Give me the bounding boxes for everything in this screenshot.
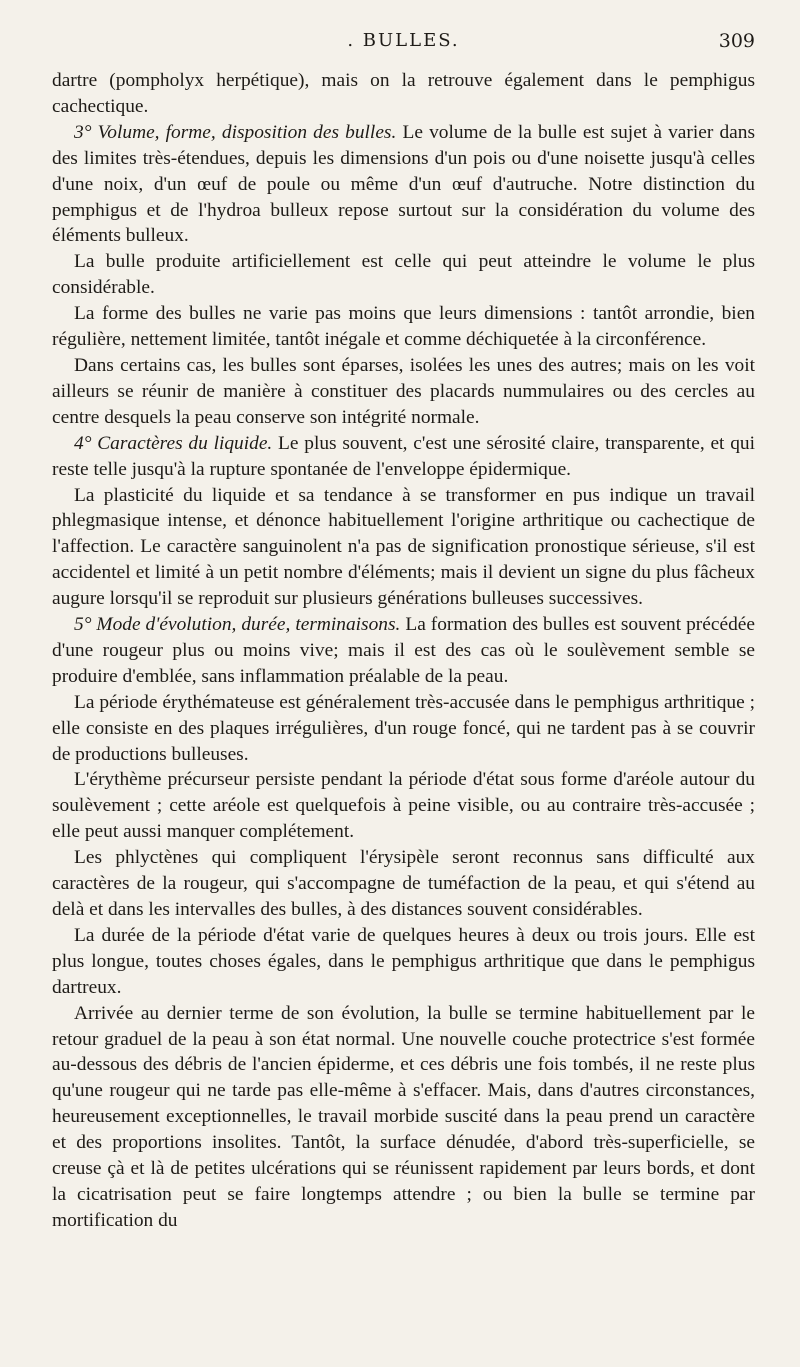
- paragraph: [52, 1001, 755, 1234]
- section-heading: 4° Caractères du liquide.: [74, 432, 273, 454]
- paragraph: [52, 301, 755, 353]
- section-heading: 3° Volume, forme, disposition des bulles.: [74, 121, 397, 143]
- paragraph-text: Le volume de la bulle est sujet à varier dans des limites très-étendues, depuis les dimensions d'un pois ou d'une noisette jusqu'à celles d'une noix, d'un œuf de poule ou même d'un œuf d'autruche. Notre distinction du pemphigus et de l'hydroa bulleux repose surtout sur la considération du volume des éléments bulleux.: [52, 121, 755, 247]
- paragraph: [52, 431, 755, 483]
- paragraph: [52, 353, 755, 431]
- paragraph-text: La période érythémateuse est généralement très-accusée dans le pemphigus arthritique ; elle consiste en des plaques irrégulières, d'un rouge foncé, qui ne tardent pas à se couvrir de productions bulleuses.: [52, 691, 755, 765]
- paragraph: [52, 767, 755, 845]
- paragraph-text: Arrivée au dernier terme de son évolution, la bulle se termine habituellement par le retour graduel de la peau à son état normal. Une nouvelle couche protectrice s'est formée au-dessous des débris de l'ancien épiderme, et ces débris une fois tombés, il ne reste plus qu'une rougeur qui ne tarde pas elle-même à s'effacer. Mais, dans d'autres circonstances, heureusement exceptionnelles, le travail morbide suscité dans la peau prend un caractère et des proportions insolites. Tantôt, la surface dénudée, d'abord très-superficielle, se creuse çà et là de petites ulcérations qui se réunissent rapidement par leurs bords, et dont la cicatrisation peut se faire longtemps attendre ; ou bien la bulle se termine par mortification du: [52, 1002, 755, 1231]
- paragraph-text: L'érythème précurseur persiste pendant la période d'état sous forme d'aréole autour du soulèvement ; cette aréole est quelquefois à peine visible, ou au contraire très-accusée ; elle peut aussi manquer complétement.: [52, 769, 755, 843]
- paragraph-text: La formation des bulles est souvent précédée d'une rougeur plus ou moins vive; mais il est des cas où le soulèvement semble se produire d'emblée, sans inflammation préalable de la peau.: [52, 614, 755, 687]
- paragraph-text: La durée de la période d'état varie de quelques heures à deux ou trois jours. Elle est plus longue, toutes choses égales, dans le pemphigus arthritique que dans le pemphigus dartreux.: [52, 924, 755, 998]
- running-head: . BULLES.: [347, 30, 460, 51]
- paragraph: [52, 845, 755, 923]
- paragraph: [52, 923, 755, 1001]
- paragraph-text: Le plus souvent, c'est une sérosité claire, transparente, et qui reste telle jusqu'à la rupture spontanée de l'enveloppe épidermique.: [52, 432, 755, 480]
- paragraph-text: La forme des bulles ne varie pas moins que leurs dimensions : tantôt arrondie, bien régulière, nettement limitée, tantôt inégale et comme déchiquetée à la circonférence.: [52, 303, 755, 351]
- paragraph: [52, 690, 755, 768]
- paragraph-text: Les phlyctènes qui compliquent l'érysipèle seront reconnus sans difficulté aux caractères de la rougeur, qui s'accompagne de tuméfaction de la peau, et qui s'étend au delà et dans les intervalles des bulles, à des distances souvent considérables.: [52, 847, 755, 920]
- paragraph-text: La bulle produite artificiellement est celle qui peut atteindre le volume le plus considérable.: [52, 251, 755, 299]
- paragraph: [52, 483, 755, 613]
- paragraph: [52, 120, 755, 250]
- body-text: [52, 68, 755, 1234]
- paragraph-text: La plasticité du liquide et sa tendance à se transformer en pus indique un travail phlegmasique intense, et dénonce habituellement l'origine arthritique ou cachectique de l'affection. Le caractère sanguinolent n'a pas de signification pronostique sérieuse, s'il est accidentel et limité à un petit nombre d'éléments; mais il devient un signe du plus fâcheux augure lorsqu'il se reproduit sur plusieurs générations bulleuses successives.: [52, 484, 755, 610]
- paragraph: [52, 612, 755, 690]
- page-number: 309: [718, 30, 755, 52]
- paragraph: [52, 249, 755, 301]
- paragraph: [52, 68, 755, 120]
- paragraph-text: dartre (pompholyx herpétique), mais on la retrouve également dans le pemphigus cachectique.: [52, 70, 755, 117]
- paragraph-text: Dans certains cas, les bulles sont éparses, isolées les unes des autres; mais on les voit ailleurs se réunir de manière à constituer des placards nummulaires ou des cercles au centre desquels la peau conserve son intégrité normale.: [52, 354, 755, 428]
- page-header: [52, 30, 755, 60]
- section-heading: 5° Mode d'évolution, durée, terminaisons.: [74, 614, 401, 636]
